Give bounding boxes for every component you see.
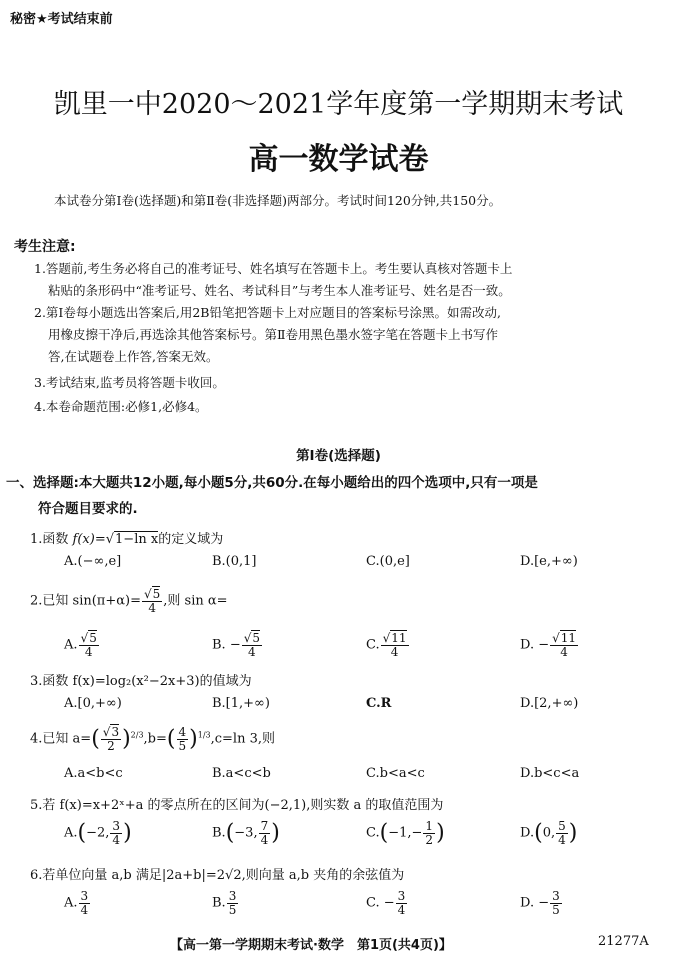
question-6-stem: 6.若单位向量 a,b 满足|2a+b|=2√2,则向量 a,b 夹角的余弦值为 xyxy=(30,868,405,883)
notice-item: 2.第Ⅰ卷每小题选出答案后,用2B铅笔把答题卡上对应题目的答案标号涂黑。如需改动, xyxy=(34,305,501,320)
question-1-option-a[interactable]: A.(−∞,e] xyxy=(64,554,122,569)
notice-item: 1.答题前,考生务必将自己的准考证号、姓名填写在答题卡上。考生要认真核对答题卡上 xyxy=(34,261,513,276)
notice-item: 答,在试题卷上作答,答案无效。 xyxy=(48,349,219,364)
question-5-stem: 5.若 f(x)=x+2ˣ+a 的零点所在的区间为(−2,1),则实数 a 的取值范围为 xyxy=(30,798,444,813)
question-1-option-d[interactable]: D.[e,+∞) xyxy=(520,554,578,569)
question-6-option-a[interactable]: A. $\frac{3}{4}$ xyxy=(64,889,89,917)
notice-item: 粘贴的条形码中“准考证号、姓名、考试科目”与考生本人准考证号、姓名是否一致。 xyxy=(48,283,511,298)
question-2-stem: 2.已知 sin(π+α)= $\frac{√5}{4}$ ,则 sin α= xyxy=(30,587,228,615)
question-3-stem: 3.函数 f(x)=log₂(x²−2x+3)的值域为 xyxy=(30,674,252,689)
question-2-option-c[interactable]: C. $\frac{√11}{4}$ xyxy=(366,631,407,659)
secret-label: 秘密★考试结束前 xyxy=(10,12,113,27)
question-5-option-b[interactable]: B.(−3, $\frac{7}{4}$ ) xyxy=(212,819,280,847)
part1-title: 第Ⅰ卷(选择题) xyxy=(296,448,381,464)
section-instructions-cont: 符合题目要求的. xyxy=(38,501,138,517)
question-3-option-c[interactable]: C.R xyxy=(366,696,392,711)
question-5-option-a[interactable]: A.(−2, $\frac{3}{4}$ ) xyxy=(64,819,132,847)
question-1-option-c[interactable]: C.(0,e] xyxy=(366,554,410,569)
subject-title: 高一数学试卷 xyxy=(248,142,429,177)
question-2-option-a[interactable]: A. $\frac{√5}{4}$ xyxy=(64,631,97,659)
question-4-option-c[interactable]: C.b<a<c xyxy=(366,766,425,781)
question-2-option-d[interactable]: D. − $\frac{√11}{4}$ xyxy=(520,631,577,659)
question-4-stem: 4.已知 a=( $\frac{√3}{2}$ )$^{2/3}$,b=( $\frac{4}{5}$ )$^{1/3}$,c=ln 3,则 xyxy=(30,725,275,753)
question-1-option-b[interactable]: B.(0,1] xyxy=(212,554,257,569)
question-1-stem: 1.函数 f(x)=√1−ln x的定义域为 xyxy=(30,532,224,547)
question-6-option-b[interactable]: B. $\frac{3}{5}$ xyxy=(212,889,237,917)
question-5-option-c[interactable]: C.(−1,− $\frac{1}{2}$ ) xyxy=(366,819,445,847)
exam-title: 凯里一中2020～2021学年度第一学期期末考试 xyxy=(53,89,624,120)
exam-intro: 本试卷分第Ⅰ卷(选择题)和第Ⅱ卷(非选择题)两部分。考试时间120分钟,共150分。 xyxy=(54,193,502,208)
question-3-option-a[interactable]: A.[0,+∞) xyxy=(64,696,122,711)
section-instructions: 一、选择题:本大题共12小题,每小题5分,共60分.在每小题给出的四个选项中,只有一项是 xyxy=(6,475,538,491)
question-6-option-c[interactable]: C. − $\frac{3}{4}$ xyxy=(366,889,406,917)
notice-item: 3.考试结束,监考员将答题卡收回。 xyxy=(34,375,225,390)
question-2-option-b[interactable]: B. − $\frac{√5}{4}$ xyxy=(212,631,261,659)
notice-item: 用橡皮擦干净后,再选涂其他答案标号。第Ⅱ卷用黑色墨水签字笔在答题卡上书写作 xyxy=(48,327,498,342)
question-4-option-b[interactable]: B.a<c<b xyxy=(212,766,271,781)
question-5-option-d[interactable]: D.(0, $\frac{5}{4}$ ) xyxy=(520,819,578,847)
notice-heading: 考生注意: xyxy=(14,239,76,255)
question-3-option-d[interactable]: D.[2,+∞) xyxy=(520,696,579,711)
question-4-option-d[interactable]: D.b<c<a xyxy=(520,766,580,781)
question-3-option-b[interactable]: B.[1,+∞) xyxy=(212,696,270,711)
question-6-option-d[interactable]: D. − $\frac{3}{5}$ xyxy=(520,889,560,917)
paper-code: 21277A xyxy=(598,934,649,949)
notice-item: 4.本卷命题范围:必修1,必修4。 xyxy=(34,399,208,414)
question-4-option-a[interactable]: A.a<b<c xyxy=(64,766,123,781)
page-footer: 【高一第一学期期末考试·数学 第1页(共4页)】 xyxy=(170,938,452,953)
